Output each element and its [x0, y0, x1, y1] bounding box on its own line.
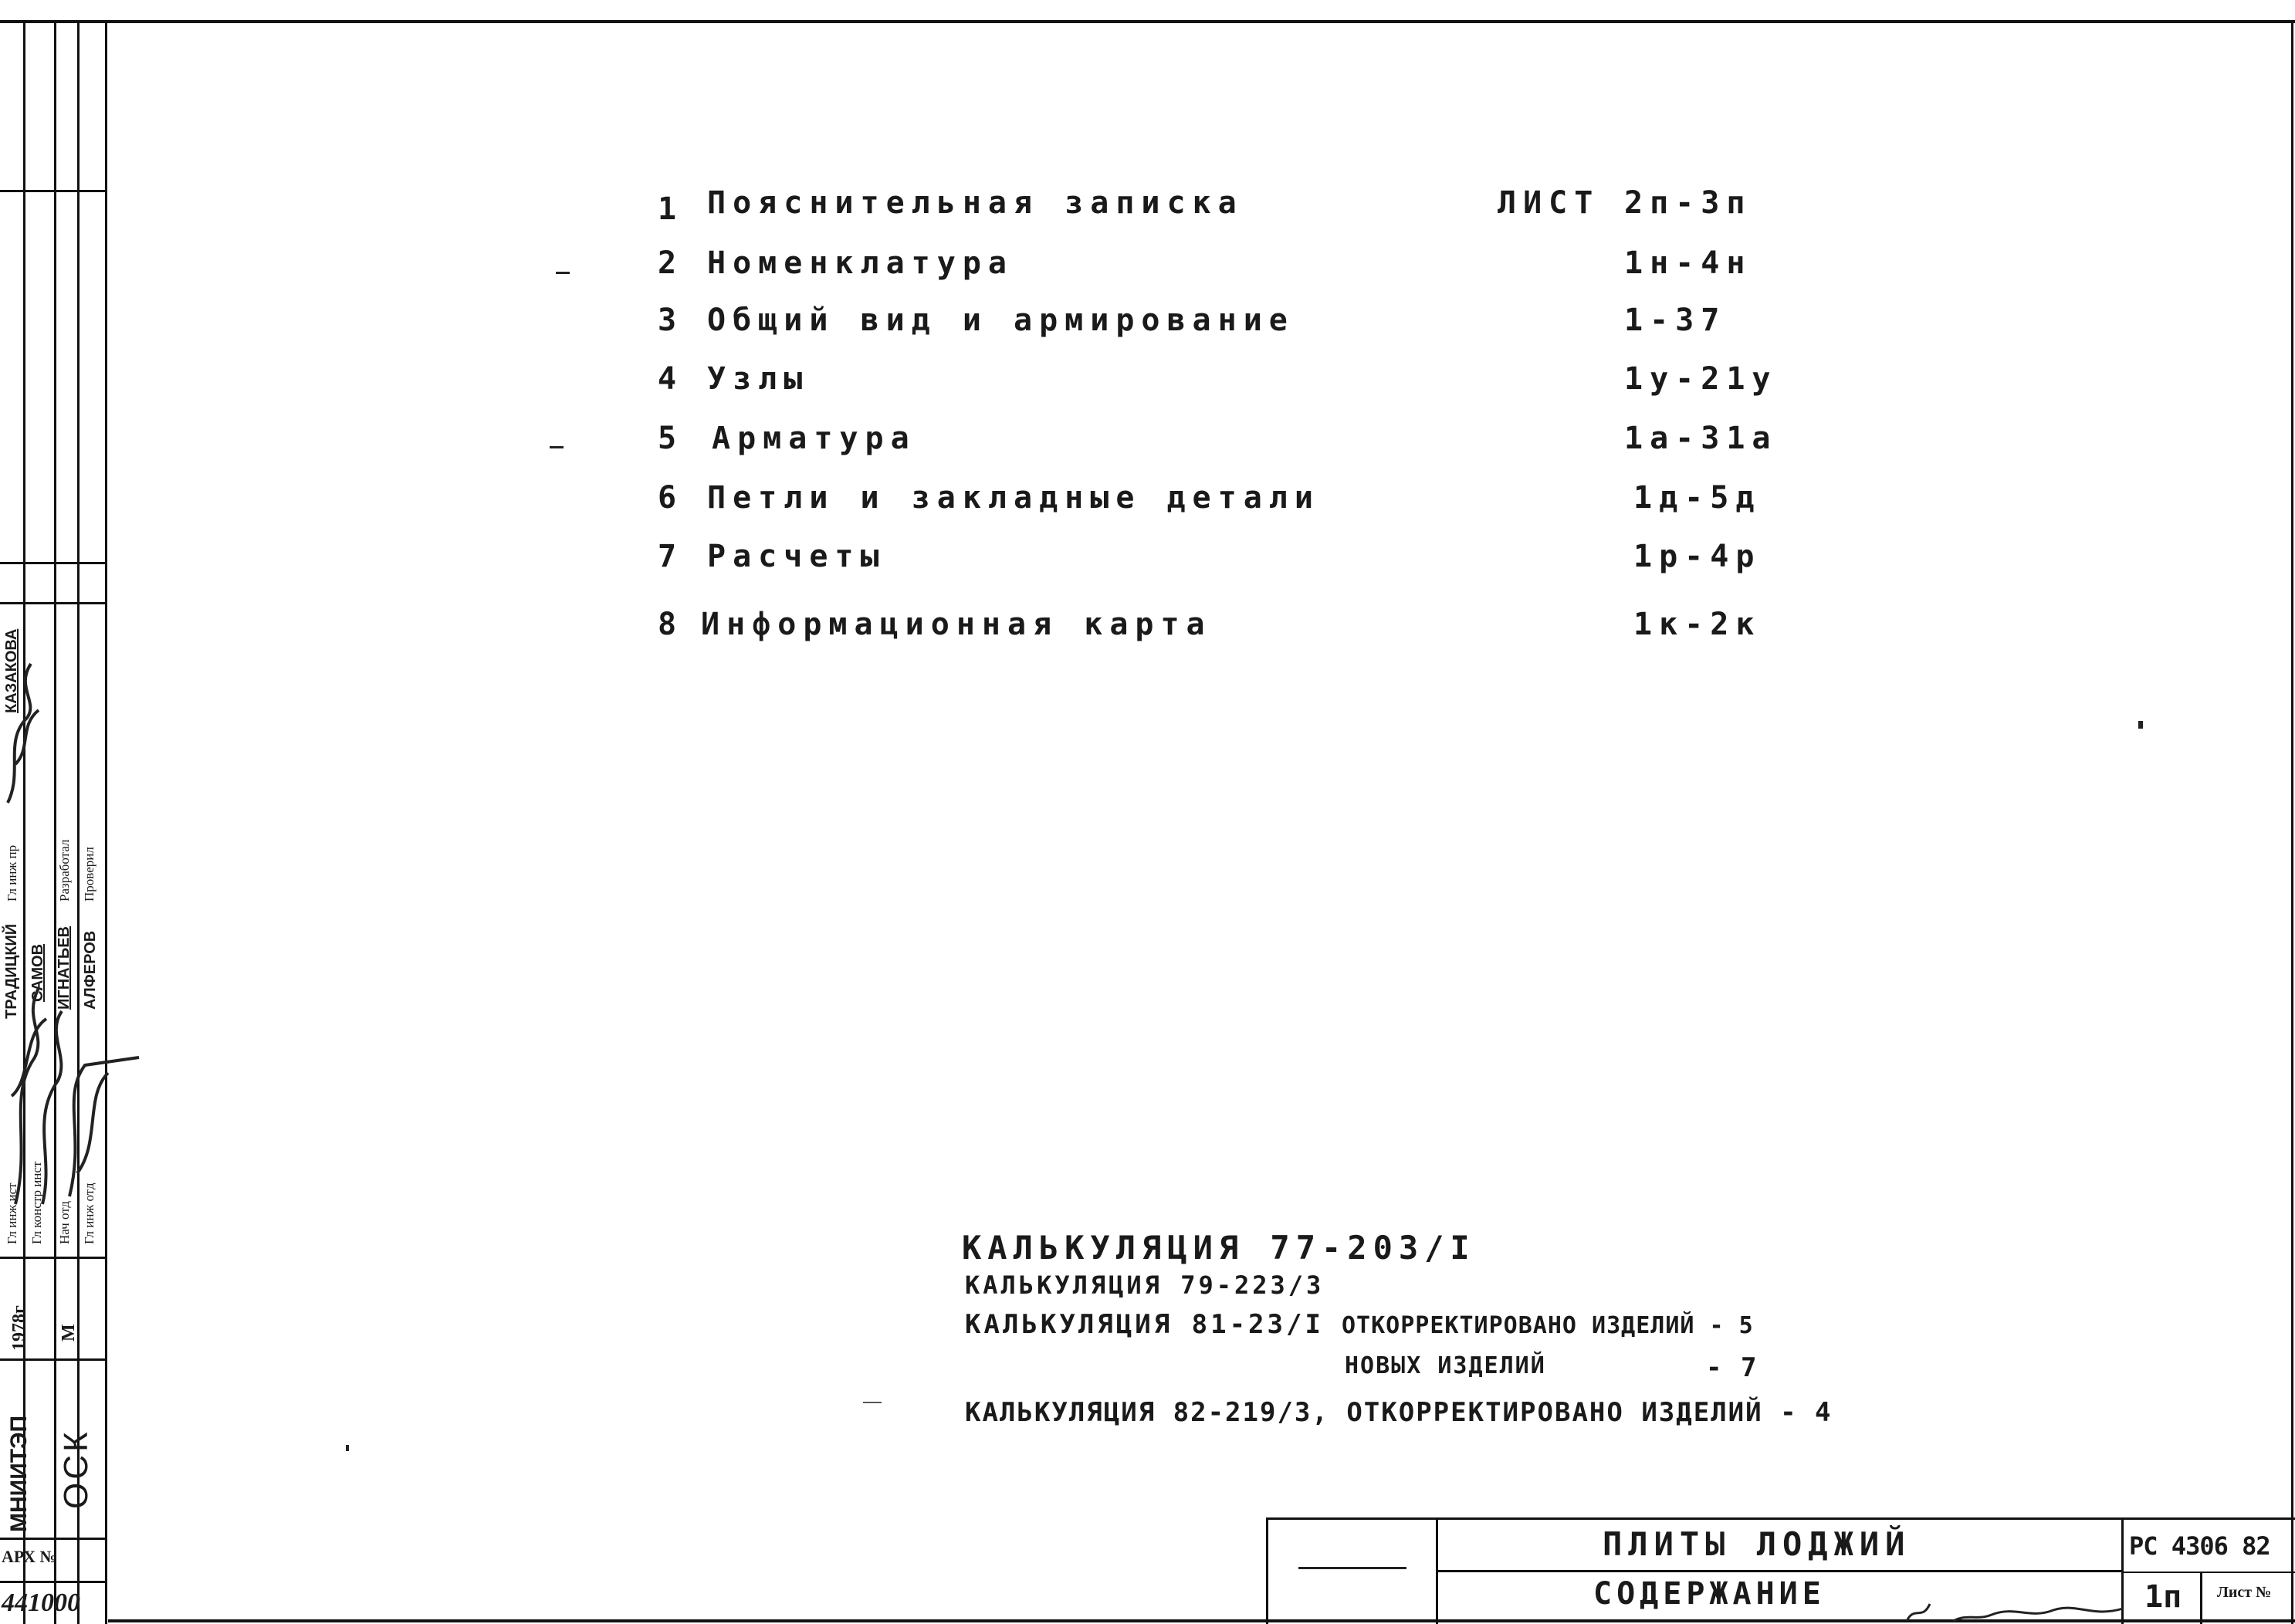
strip-line: [0, 190, 105, 192]
toc-number: 6: [658, 480, 684, 516]
person-name: КАЗАКОВА: [3, 628, 20, 713]
role-label: Гл констр инст: [29, 1161, 44, 1244]
dept-name: ОСК: [57, 1429, 95, 1509]
strip-line: [0, 602, 105, 604]
toc-title: Узлы: [707, 361, 810, 397]
strip-line: [0, 1257, 105, 1259]
role-label: Разработал: [57, 839, 72, 902]
margin-dash: [550, 446, 564, 448]
strip-line: [0, 1538, 105, 1540]
toc-title: Арматура: [712, 421, 916, 456]
toc-title: Расчеты: [707, 539, 886, 574]
calculation-note: НОВЫХ ИЗДЕЛИЙ: [1345, 1352, 1546, 1379]
role-label: Нач отд: [57, 1200, 72, 1244]
title-block-border: [2121, 1572, 2295, 1573]
drawing-subtitle: СОДЕРЖАНИЕ: [1593, 1576, 1826, 1612]
role-label: Проверил: [82, 847, 96, 902]
speck: [346, 1445, 349, 1451]
toc-number: 2: [658, 245, 684, 281]
year: 1978г: [9, 1305, 29, 1351]
calculation-line: КАЛЬКУЛЯЦИЯ 81-23/I: [965, 1309, 1324, 1340]
document-code: РС 4306 82: [2129, 1531, 2270, 1561]
toc-number: 4: [658, 361, 684, 397]
signature-scribble: [0, 648, 54, 818]
role-label: Гл инж ист: [5, 1182, 19, 1244]
strip-line: [54, 20, 56, 1624]
sheet-column-label: ЛИСТ: [1498, 185, 1600, 221]
title-block-border: [1436, 1570, 2121, 1572]
calculation-line: КАЛЬКУЛЯЦИЯ 77-203/I: [962, 1229, 1476, 1267]
toc-number: 5: [658, 421, 684, 456]
strip-line: [23, 20, 25, 1624]
strip-line: [105, 20, 107, 1624]
toc-title: Петли и закладные детали: [707, 480, 1320, 516]
drawing-title: ПЛИТЫ ЛОДЖИЙ: [1603, 1525, 1911, 1563]
toc-number: 3: [658, 303, 684, 338]
toc-title: Информационная карта: [701, 607, 1212, 642]
signature-scribbles: [0, 942, 154, 1235]
person-name: ИГНАТЬЕВ: [56, 926, 73, 1010]
toc-sheets: 1н-4н: [1624, 245, 1752, 281]
role-label: Гл инж отд: [82, 1182, 96, 1244]
signature-scribble: [1899, 1590, 2131, 1624]
frame-top-border: [0, 20, 2295, 23]
person-name: САМОВ: [29, 943, 46, 1002]
toc-number: 8: [658, 607, 684, 642]
toc-sheets: 1р-4р: [1633, 539, 1762, 574]
margin-dash: [863, 1402, 882, 1403]
toc-sheets: 1у-21у: [1624, 361, 1778, 397]
toc-title: Пояснительная записка: [707, 185, 1244, 221]
toc-sheets: 1д-5д: [1633, 480, 1762, 516]
mark: М: [59, 1324, 79, 1341]
arch-number: 441000: [2, 1588, 80, 1617]
toc-title: Общий вид и армирование: [707, 303, 1295, 338]
arch-label: АРХ №: [2, 1547, 57, 1566]
toc-number: 1: [658, 191, 684, 227]
strip-line: [77, 20, 80, 1624]
person-name: ТРАДИЦКИЙ: [3, 923, 20, 1019]
toc-sheets: 1-37: [1624, 303, 1727, 338]
calculation-note: ОТКОРРЕКТИРОВАНО ИЗДЕЛИЙ - 5: [1342, 1312, 1754, 1339]
calculation-line: КАЛЬКУЛЯЦИЯ 79-223/3: [965, 1270, 1325, 1300]
title-block-border: [2200, 1573, 2202, 1624]
title-block-border: [1266, 1517, 2295, 1520]
toc-sheets: 1а-31а: [1624, 421, 1778, 456]
frame-right-border: [2291, 20, 2293, 1624]
calculation-line: КАЛЬКУЛЯЦИЯ 82-219/3, ОТКОРРЕКТИРОВАНО ИЗДЕЛИЙ - 4: [965, 1397, 1833, 1428]
toc-sheets: 2п-3п: [1624, 185, 1752, 221]
margin-dash: [556, 272, 570, 274]
calculation-note-value: - 7: [1706, 1352, 1758, 1383]
strip-line: [0, 562, 105, 564]
toc-sheets: 1к-2к: [1633, 607, 1762, 642]
toc-title: Номенклатура: [707, 245, 1014, 281]
toc-number: 7: [658, 539, 684, 574]
sheet-number: 1п: [2144, 1579, 2182, 1615]
speck: [2138, 721, 2143, 729]
sheet-label: Лист №: [2217, 1584, 2272, 1601]
person-name: АЛФЕРОВ: [82, 930, 99, 1010]
strip-line: [0, 1581, 105, 1583]
role-label: Гл инж пр: [5, 844, 19, 902]
title-block-dash: [1298, 1567, 1406, 1569]
title-block-border: [1266, 1517, 1268, 1624]
org-name: МНИИТЭП: [6, 1415, 32, 1532]
strip-line: [0, 1358, 105, 1361]
